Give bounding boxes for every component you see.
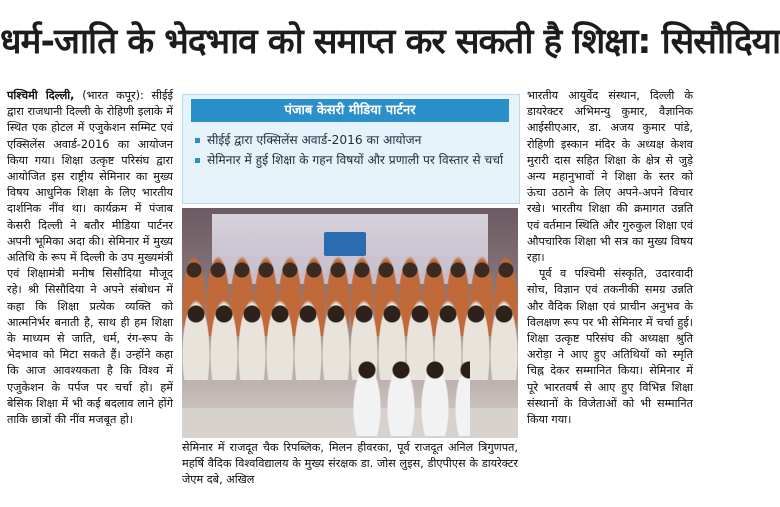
photo-caption-text: सेमिनार में राजदूत चैक रिपब्लिक, मिलन हीवरका, पूर्व राजदूत अनिल त्रिगुणपत, महर्षि वैदिक विश्वविद्यालय के मुख्य संरक्षक डा. जोस लुइस, डीएपीएस के डायरेक्टर जेएम दबे, अखिल — [182, 441, 518, 487]
right-paragraph-1: भारतीय आयुर्वेद संस्थान, दिल्ली के डायरेक्टर अभिमन्यु कुमार, वैज्ञानिक आईसीएआर, डा. अजय कुमार पांडे, रोहिणी इस्कान मंदिर के अध्यक्ष केशव मुरारी दास सहित शिक्षा के क्षेत्र से जुड़े अन्य महानुभावों ने शिक्षा के स्तर को ऊंचा उठाने के लिए अपने-अपने विचार रखे। भारतीय शिक्षा की क्रमागत उन्नति एवं वर्तमान स्थिति और गुरुकुल शिक्षा एवं औपचारिक शिक्षा भी सत्र का मुख्य विषय रहा। — [527, 89, 693, 265]
byline: (भारत कपूर): — [74, 89, 144, 102]
photo-people-front-row — [350, 356, 470, 436]
dateline: पश्चिमी दिल्ली, — [7, 89, 75, 102]
headline: धर्म-जाति के भेदभाव को समाप्त कर सकती है शिक्षा: सिसौदिया — [0, 22, 780, 62]
panel-bullet-list — [195, 131, 511, 171]
event-group-photo — [182, 208, 518, 438]
left-article-column — [7, 88, 173, 428]
panel-bullet: सेमिनार में हुई शिक्षा के गहन विषयों और प्रणाली पर विस्तार से चर्चा — [195, 151, 511, 170]
panel-bullet: सीईई द्वारा एक्सिलेंस अवार्ड-2016 का आयोजन — [195, 131, 511, 150]
photo-stage-logo — [324, 232, 366, 256]
right-paragraph-2: पूर्व व पश्चिमी संस्कृति, उदारवादी सोच, विज्ञान एवं तकनीकी समग्र उन्नति और वैदिक शिक्षा एवं प्राचीन अनुभव के विलक्षण रूप पर भी सेमिनार में चर्चा हुई। शिक्षा उत्कृष्ट परिसंघ की अध्यक्षा श्रुति अरोड़ा ने आए हुए अतिथियों को स्मृति चिह्न देकर सम्मानित किया। सेमिनार में पूरे भारतवर्ष से आए हुए विभिन्न शिक्षा संस्थानों के विजेताओं को भी सम्मानित किया गया। — [527, 267, 693, 427]
media-partner-panel — [182, 94, 520, 204]
panel-title: पंजाब केसरी मीडिया पार्टनर — [191, 99, 509, 122]
left-paragraph — [7, 88, 173, 428]
right-article-column — [527, 88, 693, 428]
left-body-text: सीईई द्वारा राजधानी दिल्ली के रोहिणी इलाके में स्थित एक होटल में एजुकेशन सम्मिट एवं एक्सिलेंस अवार्ड-2016 का आयोजन किया गया। शिक्षा उत्कृष्ट परिसंघ द्वारा आयोजित इस राष्ट्रीय सेमिनार का मुख्य विषय आधुनिक शिक्षा के लिए भारतीय दार्शनिक नींव था। कार्यक्रम में पंजाब केसरी दिल्ली ने बतौर मीडिया पार्टनर अपनी भूमिका अदा की। सेमिनार में मुख्य अतिथि के रूप में दिल्ली के उप मुख्यमंत्री एवं शिक्षामंत्री मनीष सिसौदिया मौजूद रहे। श्री सिसौदिया ने अपने संबोधन में कहा कि शिक्षा प्रत्येक व्यक्ति को आत्मनिर्भर बनाती है, साथ ही हम शिक्षा के माध्यम से जाति, धर्म, रंग-रूप के भेदभाव को मिटा सकते हैं। उन्होंने कहा कि आज आवश्यकता है कि विश्व में एजुकेशन के पर्पज पर चर्चा हो। हमें बेसिक शिक्षा में भी कई बदलाव लाने होंगे ताकि छात्रों की नींव मजबूत हो। — [7, 89, 173, 427]
